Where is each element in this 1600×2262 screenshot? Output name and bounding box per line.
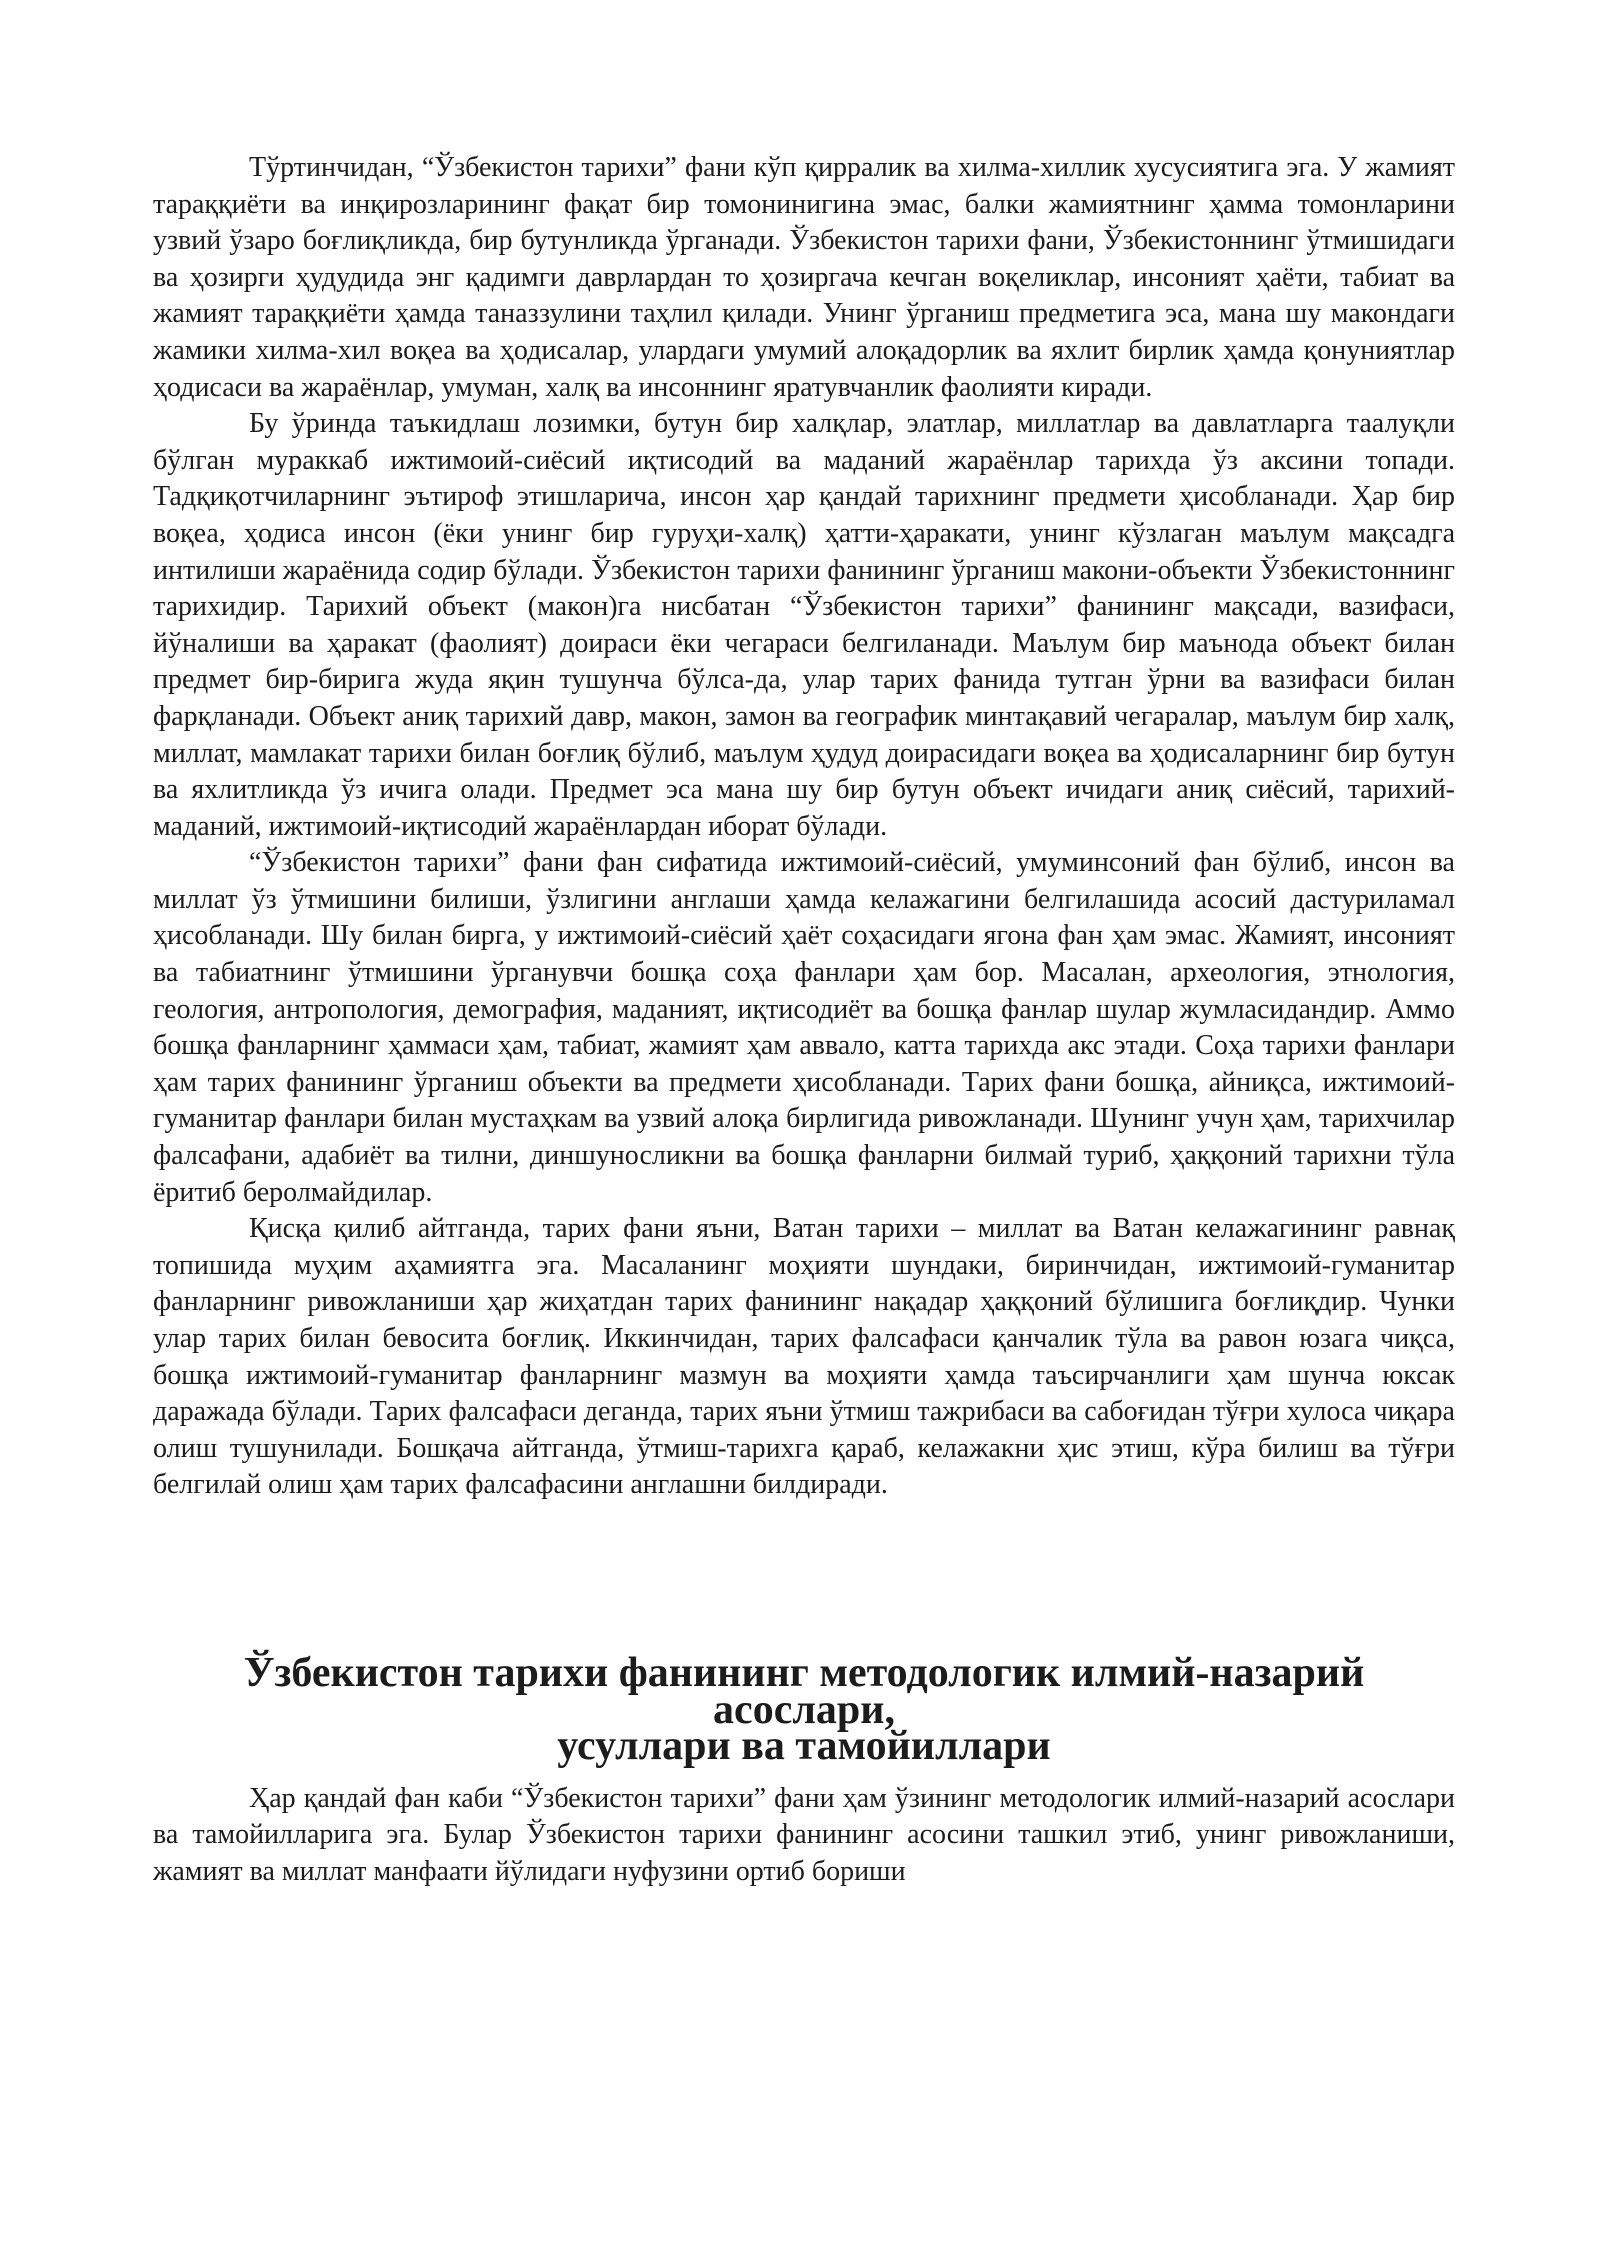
- paragraph-1: Тўртинчидан, “Ўзбекистон тарихи” фани кўп қирралик ва хилма-хиллик хусусиятига эга. У жамият тараққиёти ва инқирозларининг фақат бир томонинигина эмас, балки жамиятнинг ҳамма томонларини узвий ўзаро боғлиқликда, бир бутунликда ўрганади. Ўзбекистон тарихи фани, Ўзбекистоннинг ўтмишидаги ва ҳозирги ҳудудида энг қадимги даврлардан то ҳозиргача кечган воқеликлар, инсоният ҳаёти, табиат ва жамият тараққиёти ҳамда таназзулини таҳлил қилади. Унинг ўрганиш предметига эса, мана шу макондаги жамики хилма-хил воқеа ва ҳодисалар, улардаги умумий алоқадорлик ва яхлит бирлик ҳамда қонуниятлар ҳодисаси ва жараёнлар, умуман, халқ ва инсоннинг яратувчанлик фаолияти киради.: [153, 152, 1455, 403]
- document-page: [153, 150, 1455, 1891]
- section-heading: [153, 1649, 1455, 1770]
- section-heading-line-2: усуллари ва тамойиллари: [557, 1723, 1051, 1770]
- section-heading-line-1: Ўзбекистон тарихи фанининг методологик илмий-назарий асослари,: [243, 1649, 1365, 1733]
- paragraph-2: Бу ўринда таъкидлаш лозимки, бутун бир халқлар, элатлар, миллатлар ва давлатларга таалуқли бўлган мураккаб ижтимоий-сиёсий иқтисодий ва маданий жараёнлар тарихда ўз аксини топади. Тадқиқотчиларнинг эътироф этишларича, инсон ҳар қандай тарихнинг предмети ҳисобланади. Ҳар бир воқеа, ҳодиса инсон (ёки унинг бир гуруҳи-халқ) ҳатти-ҳаракати, унинг кўзлаган маълум мақсадга интилиши жараёнида содир бўлади. Ўзбекистон тарихи фанининг ўрганиш макони-объекти Ўзбекистоннинг тарихидир. Тарихий объект (макон)га нисбатан “Ўзбекистон тарихи” фанининг мақсади, вазифаси, йўналиши ва ҳаракат (фаолият) доираси ёки чегараси белгиланади. Маълум бир маънода объект билан предмет бир-бирига жуда яқин тушунча бўлса-да, улар тарих фанида тутган ўрни ва вазифаси билан фарқланади. Объект аниқ тарихий давр, макон, замон ва географик минтақавий чегаралар, маълум бир халқ, миллат, мамлакат тарихи билан боғлиқ бўлиб, маълум ҳудуд доирасидаги воқеа ва ҳодисаларнинг бир бутун ва яхлитликда ўз ичига олади. Предмет эса мана шу бир бутун объект ичидаги аниқ сиёсий, тарихий-маданий, ижтимоий-иқтисодий жараёнлардан иборат бўлади.: [153, 408, 1455, 842]
- paragraph-5: Ҳар қандай фан каби “Ўзбекистон тарихи” фани ҳам ўзининг методологик илмий-назарий асослари ва тамойилларига эга. Булар Ўзбекистон тарихи фанининг асосини ташкил этиб, унинг ривожланиши, жамият ва миллат манфаати йўлидаги нуфузини ортиб бориши: [153, 1782, 1455, 1887]
- paragraph-4: Қисқа қилиб айтганда, тарих фани яъни, Ватан тарихи – миллат ва Ватан келажагининг равнақ топишида муҳим аҳамиятга эга. Масаланинг моҳияти шундаки, биринчидан, ижтимоий-гуманитар фанларнинг ривожланиши ҳар жиҳатдан тарих фанининг нақадар ҳаққоний бўлишига боғлиқдир. Чунки улар тарих билан бевосита боғлиқ. Иккинчидан, тарих фалсафаси қанчалик тўла ва равон юзага чиқса, бошқа ижтимоий-гуманитар фанларнинг мазмун ва моҳияти ҳамда таъсирчанлиги ҳам шунча юксак даражада бўлади. Тарих фалсафаси деганда, тарих яъни ўтмиш тажрибаси ва сабоғидан тўғри хулоса чиқара олиш тушунилади. Бошқача айтганда, ўтмиш-тарихга қараб, келажакни ҳис этиш, кўра билиш ва тўғри белгилай олиш ҳам тарих фалсафасини англашни билдиради.: [153, 1213, 1455, 1501]
- paragraph-3: “Ўзбекистон тарихи” фани фан сифатида ижтимоий-сиёсий, умуминсоний фан бўлиб, инсон ва миллат ўз ўтмишини билиши, ўзлигини англаши ҳамда келажагини белгилашида асосий дастуриламал ҳисобланади. Шу билан бирга, у ижтимоий-сиёсий ҳаёт соҳасидаги ягона фан ҳам эмас. Жамият, инсоният ва табиатнинг ўтмишини ўрганувчи бошқа соҳа фанлари ҳам бор. Масалан, археология, этнология, геология, антропология, демография, маданият, иқтисодиёт ва бошқа фанлар шулар жумласидандир. Аммо бошқа фанларнинг ҳаммаси ҳам, табиат, жамият ҳам аввало, катта тарихда акс этади. Соҳа тарихи фанлари ҳам тарих фанининг ўрганиш объекти ва предмети ҳисобланади. Тарих фани бошқа, айниқса, ижтимоий-гуманитар фанлари билан мустаҳкам ва узвий алоқа бирлигида ривожланади. Шунинг учун ҳам, тарихчилар фалсафани, адабиёт ва тилни, диншуносликни ва бошқа фанларни билмай туриб, ҳаққоний тарихни тўла ёритиб беролмайдилар.: [153, 847, 1455, 1208]
